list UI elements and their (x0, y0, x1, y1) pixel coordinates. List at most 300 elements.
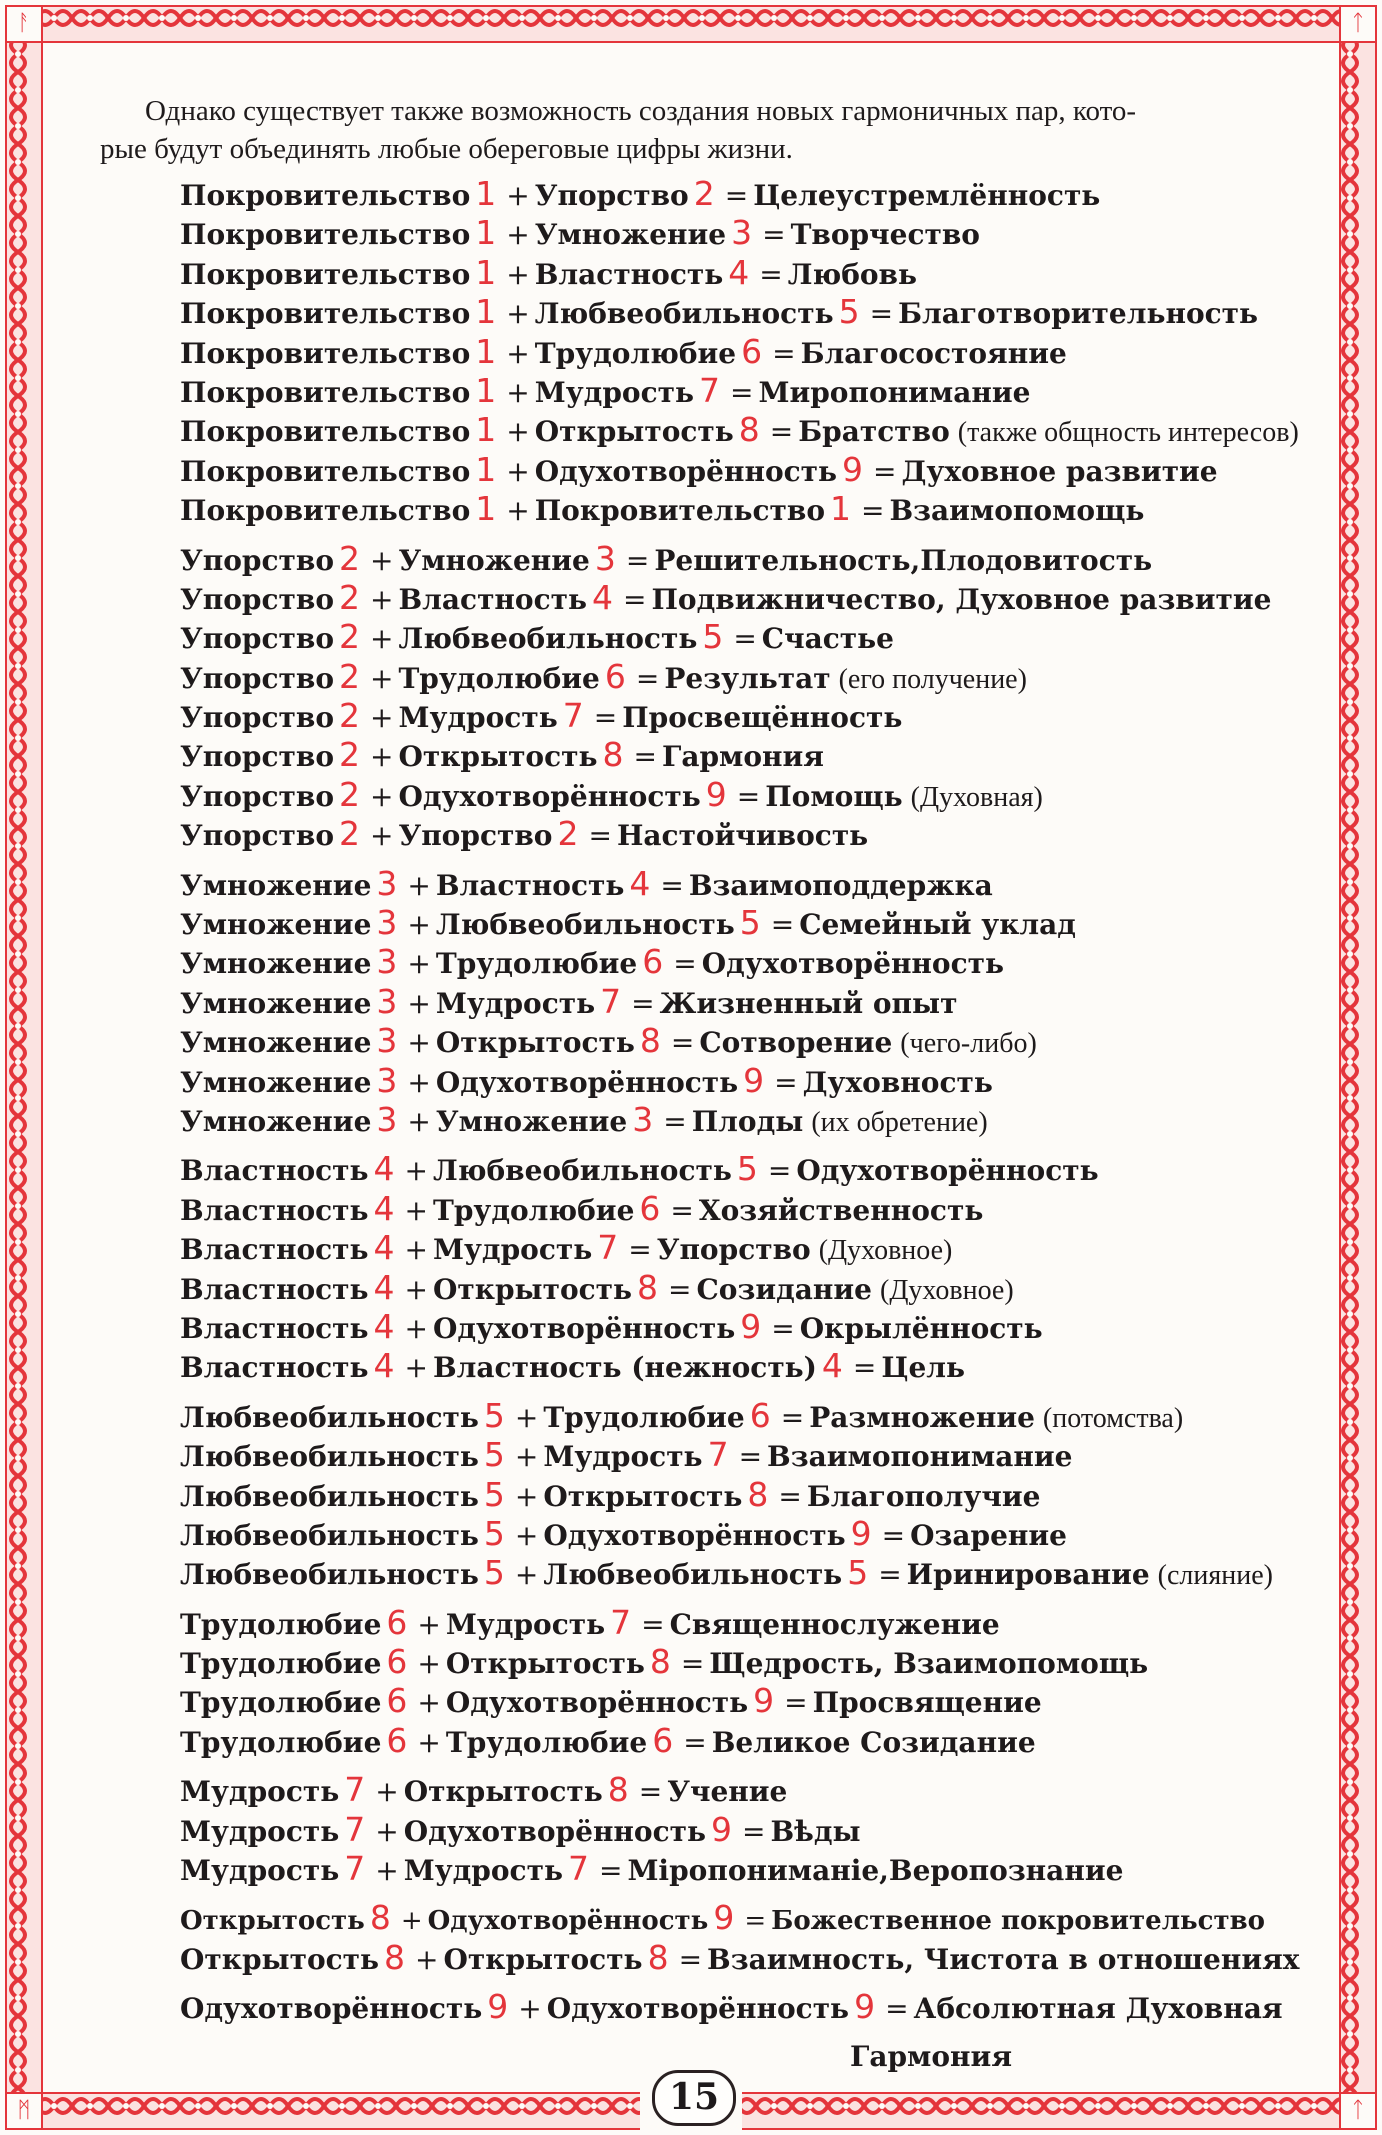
intro-line-1: Однако существует также возможность создания новых гармоничных пар, кото- (145, 95, 1137, 127)
pair-group (100, 1770, 1300, 1888)
first-word: Любвеобильность (180, 1479, 479, 1513)
second-word: Открытость (433, 1272, 633, 1306)
plus-sign: + (370, 819, 394, 853)
harmonic-pairs-list (100, 174, 1300, 2027)
result-word: Хозяйственность (698, 1193, 984, 1227)
equals-sign: = (670, 1193, 694, 1227)
first-word: Упорство (180, 661, 334, 695)
pair-row (100, 578, 1300, 617)
second-word: Властность (нежность) (433, 1351, 817, 1385)
first-number: 2 (339, 735, 360, 775)
pair-row (100, 903, 1300, 942)
plus-sign: + (415, 1942, 439, 1976)
equals-sign: = (778, 1479, 802, 1513)
pair-row (100, 371, 1300, 410)
plus-sign: + (370, 701, 394, 735)
pair-row (100, 657, 1300, 696)
equals-sign: = (638, 1775, 663, 1809)
pair-row (100, 1898, 1300, 1937)
equals-sign: = (852, 1351, 877, 1385)
first-number: 3 (376, 1060, 398, 1100)
pair-group (100, 1603, 1300, 1761)
second-number: 9 (705, 774, 727, 814)
result-note: (Духовная) (910, 781, 1043, 813)
plus-sign: + (417, 1725, 441, 1759)
second-number: 5 (847, 1553, 869, 1593)
plus-sign: + (370, 543, 394, 577)
second-number: 9 (850, 1513, 872, 1553)
plus-sign: + (370, 661, 394, 695)
pair-row (100, 1149, 1300, 1188)
first-number: 4 (373, 1267, 395, 1307)
first-number: 4 (373, 1346, 395, 1386)
equals-sign: = (633, 740, 657, 774)
equals-sign: = (771, 1311, 795, 1345)
second-word: Мудрость (435, 986, 596, 1020)
plus-sign: + (514, 1518, 539, 1552)
pair-group (100, 1396, 1300, 1593)
second-number: 7 (567, 1849, 589, 1889)
result-word: Великое Созидание (711, 1725, 1036, 1759)
second-word: Одухотворённость (445, 1686, 749, 1720)
second-word: Открытость (443, 1942, 643, 1976)
plus-sign: + (506, 494, 530, 528)
first-number: 8 (369, 1898, 391, 1938)
first-number: 5 (483, 1395, 505, 1435)
result-note: (также общность интересов) (957, 417, 1299, 449)
equals-sign: = (774, 1065, 798, 1099)
plus-sign: + (404, 1311, 428, 1345)
first-word: Любвеобильность (180, 1440, 479, 1474)
pair-row (100, 775, 1300, 814)
result-note: (потомства) (1042, 1402, 1184, 1434)
first-word: Умножение (180, 986, 372, 1020)
result-note: (слияние) (1157, 1560, 1273, 1592)
result-word: Братство (798, 415, 950, 449)
plus-sign: + (407, 947, 431, 981)
first-word: Любвеобильность (180, 1518, 479, 1552)
second-number: 9 (711, 1809, 733, 1849)
first-number: 3 (376, 903, 398, 943)
result-note: (Духовное) (880, 1274, 1014, 1306)
pair-row (100, 1475, 1300, 1514)
result-word: Цель (881, 1351, 966, 1385)
equals-sign: = (623, 582, 647, 616)
pair-row (100, 539, 1300, 578)
plus-sign: + (407, 868, 431, 902)
result-word: Міропониманіе,Веропознание (627, 1854, 1124, 1888)
first-number: 1 (475, 174, 497, 213)
first-word: Властность (180, 1233, 369, 1267)
second-word: Открытость (398, 740, 598, 774)
result-word: Озарение (910, 1518, 1067, 1552)
pair-row (100, 450, 1300, 489)
first-word: Покровительство (180, 179, 471, 212)
result-word: Любовь (787, 257, 918, 291)
first-word: Властность (180, 1154, 369, 1188)
second-number: 5 (838, 292, 860, 332)
first-word: Упорство (180, 622, 334, 656)
plus-sign: + (407, 1065, 431, 1099)
first-number: 2 (339, 814, 360, 854)
equals-sign: = (663, 1104, 687, 1138)
second-word: Трудолюбие (433, 1193, 635, 1227)
first-number: 1 (475, 449, 497, 489)
first-number: 2 (339, 577, 360, 617)
result-word: Благосостояние (800, 336, 1067, 370)
second-word: Открытость (445, 1647, 645, 1681)
second-word: Открытость (435, 1026, 635, 1060)
result-word: Сотворение (699, 1026, 893, 1060)
second-word: Трудолюбие (445, 1725, 648, 1759)
pair-row (100, 1553, 1300, 1592)
second-word: Одухотворённость (403, 1814, 707, 1848)
equals-sign: = (635, 661, 660, 695)
first-number: 1 (475, 370, 497, 410)
second-number: 8 (738, 410, 760, 450)
equals-sign: = (625, 543, 650, 577)
first-word: Упорство (180, 582, 334, 616)
second-number: 8 (639, 1021, 661, 1061)
first-word: Умножение (180, 1065, 372, 1099)
pair-row (100, 696, 1300, 735)
second-number: 5 (739, 903, 761, 943)
plus-sign: + (506, 218, 530, 252)
equals-sign: = (861, 494, 885, 528)
equals-sign: = (736, 779, 761, 813)
pair-row (100, 1681, 1300, 1720)
pair-row (100, 982, 1300, 1021)
second-word: Властность (398, 582, 587, 616)
equals-sign: = (680, 1647, 705, 1681)
pair-row (100, 253, 1300, 292)
second-number: 6 (652, 1720, 674, 1760)
plus-sign: + (370, 622, 394, 656)
first-word: Властность (180, 1311, 369, 1345)
equals-sign: = (770, 908, 795, 942)
first-number: 5 (483, 1435, 505, 1475)
equals-sign: = (678, 1942, 703, 1976)
second-word: Одухотворённость (546, 1992, 850, 2026)
plus-sign: + (375, 1775, 399, 1809)
second-number: 8 (637, 1267, 659, 1307)
second-word: Мудрость (433, 1233, 593, 1267)
equals-sign: = (729, 375, 754, 409)
pair-row (100, 1396, 1300, 1435)
second-word: Одухотворённость (543, 1518, 846, 1552)
plus-sign: + (417, 1686, 441, 1720)
second-word: Открытость (534, 415, 734, 449)
result-word: Благотворительность (898, 297, 1259, 331)
result-word: Счастье (761, 622, 894, 656)
second-word: Любвеобильность (398, 622, 698, 656)
second-word: Упорство (398, 819, 553, 853)
equals-sign: = (631, 986, 655, 1020)
second-number: 8 (602, 735, 624, 775)
pair-row (100, 735, 1300, 774)
pair-row (100, 617, 1300, 656)
first-number: 6 (386, 1602, 408, 1642)
equals-sign: = (772, 336, 796, 370)
first-number: 2 (339, 696, 360, 736)
second-number: 4 (592, 577, 613, 617)
result-word: Миропонимание (758, 375, 1031, 409)
first-word: Умножение (180, 1026, 372, 1060)
plus-sign: + (407, 986, 431, 1020)
result-word: Решительность,Плодовитость (654, 543, 1153, 577)
equals-sign: = (759, 257, 783, 291)
pair-row (100, 1642, 1300, 1681)
plus-sign: + (518, 1992, 542, 2026)
pair-row (100, 1849, 1300, 1888)
plus-sign: + (514, 1440, 539, 1474)
plus-sign: + (375, 1814, 399, 1848)
first-number: 2 (339, 538, 360, 578)
plus-sign: + (404, 1233, 428, 1267)
equals-sign: = (878, 1558, 902, 1592)
plus-sign: + (506, 375, 530, 409)
pair-row (100, 1346, 1300, 1385)
plus-sign: + (506, 297, 530, 331)
first-word: Мудрость (180, 1854, 340, 1888)
equals-sign: = (628, 1233, 652, 1267)
first-word: Трудолюбие (180, 1647, 382, 1681)
second-word: Мудрость (445, 1607, 606, 1641)
first-word: Мудрость (180, 1814, 340, 1848)
first-number: 2 (339, 774, 360, 814)
final-line-continuation: Гармония (850, 2039, 1012, 2073)
pair-row (100, 1189, 1300, 1228)
pair-row (100, 864, 1300, 903)
equals-sign: = (683, 1725, 707, 1759)
first-number: 4 (373, 1188, 395, 1228)
second-number: 7 (562, 696, 584, 736)
first-word: Покровительство (180, 257, 471, 291)
result-word: Настойчивость (616, 819, 869, 853)
first-number: 1 (475, 252, 497, 292)
second-number: 6 (604, 656, 626, 696)
equals-sign: = (762, 218, 786, 252)
pair-row (100, 1603, 1300, 1642)
first-number: 1 (475, 489, 497, 529)
pair-row (100, 489, 1300, 528)
first-number: 5 (483, 1553, 505, 1593)
first-number: 4 (373, 1228, 395, 1268)
intro-paragraph (100, 92, 1300, 168)
first-number: 9 (487, 1987, 509, 2027)
first-number: 6 (386, 1681, 408, 1721)
plus-sign: + (506, 336, 530, 370)
equals-sign: = (873, 454, 897, 488)
pair-row (100, 1268, 1300, 1307)
pair-group (100, 864, 1300, 1140)
second-number: 2 (693, 174, 715, 213)
corner-rune-top-left: ᚨ (17, 11, 31, 36)
equals-sign: = (738, 1440, 763, 1474)
result-word: Гармония (661, 740, 824, 774)
first-number: 7 (344, 1809, 366, 1849)
plus-sign: + (506, 257, 530, 291)
equals-sign: = (670, 1026, 695, 1060)
result-word: Учение (667, 1775, 788, 1809)
equals-sign: = (668, 1272, 692, 1306)
corner-rune-bottom-left: ᛗ (17, 2098, 31, 2123)
first-number: 4 (373, 1149, 395, 1189)
result-word: Благополучие (806, 1479, 1041, 1513)
first-number: 6 (386, 1642, 408, 1682)
equals-sign: = (769, 415, 794, 449)
second-word: Упорство (534, 179, 689, 212)
pair-row (100, 814, 1300, 853)
first-word: Трудолюбие (180, 1607, 382, 1641)
second-number: 9 (753, 1681, 775, 1721)
plus-sign: + (370, 779, 394, 813)
first-word: Упорство (180, 779, 334, 813)
second-number: 9 (854, 1987, 876, 2027)
pair-row (100, 174, 1300, 213)
result-word: Упорство (656, 1233, 811, 1267)
first-word: Покровительство (180, 494, 471, 528)
plus-sign: + (417, 1607, 441, 1641)
plus-sign: + (404, 1351, 428, 1385)
plus-sign: + (404, 1154, 428, 1188)
first-word: Трудолюбие (180, 1686, 382, 1720)
result-word: Взаимность, Чистота в отношениях (707, 1942, 1300, 1976)
result-word: Просвещённость (622, 701, 903, 735)
second-number: 6 (741, 331, 763, 371)
first-number: 5 (483, 1474, 505, 1514)
first-word: Покровительство (180, 336, 471, 370)
second-number: 4 (821, 1346, 843, 1386)
page-number: 15 (652, 2070, 736, 2126)
first-word: Упорство (180, 740, 334, 774)
result-word: Творчество (790, 218, 980, 252)
second-word: Трудолюбие (534, 336, 737, 370)
pair-row (100, 1810, 1300, 1849)
result-word: Размножение (809, 1400, 1035, 1434)
first-number: 2 (339, 656, 360, 696)
corner-rune-top-right: ᛏ (1351, 11, 1365, 36)
result-word: Плоды (691, 1104, 804, 1138)
pair-row (100, 1514, 1300, 1553)
equals-sign: = (742, 1814, 766, 1848)
plus-sign: + (514, 1479, 539, 1513)
result-note: (Духовное) (818, 1235, 953, 1267)
first-word: Покровительство (180, 297, 471, 331)
result-word: Одухотворённость (796, 1154, 1099, 1188)
equals-sign: = (784, 1686, 808, 1720)
second-number: 2 (557, 814, 579, 854)
second-number: 7 (698, 370, 720, 410)
first-word: Упорство (180, 701, 334, 735)
second-number: 8 (647, 1937, 669, 1977)
second-number: 8 (607, 1770, 629, 1810)
first-number: 6 (386, 1720, 408, 1760)
second-number: 4 (629, 863, 651, 903)
pair-row (100, 1061, 1300, 1100)
second-word: Властность (534, 257, 724, 291)
second-number: 5 (736, 1149, 758, 1189)
first-word: Умножение (180, 908, 372, 942)
second-word: Любвеобильность (543, 1558, 843, 1592)
result-word: Духовность (802, 1065, 993, 1099)
result-word: Окрылённость (799, 1311, 1043, 1345)
second-word: Одухотворённость (433, 1311, 736, 1345)
equals-sign: = (885, 1992, 909, 2026)
first-word: Властность (180, 1351, 369, 1385)
result-note: (его получение) (838, 663, 1027, 695)
pair-row (100, 1021, 1300, 1060)
plus-sign: + (370, 582, 394, 616)
plus-sign: + (370, 740, 394, 774)
equals-sign: = (588, 819, 612, 853)
result-note: (чего-либо) (900, 1028, 1037, 1060)
first-number: 7 (344, 1770, 366, 1810)
plus-sign: + (506, 179, 530, 212)
result-word: Одухотворённость (701, 947, 1005, 981)
second-number: 3 (594, 538, 616, 578)
equals-sign: = (598, 1854, 623, 1888)
plus-sign: + (407, 908, 431, 942)
second-word: Умножение (435, 1104, 628, 1138)
pair-row (100, 213, 1300, 252)
first-word: Упорство (180, 819, 334, 853)
second-word: Одухотворённость (398, 779, 701, 813)
first-word: Покровительство (180, 415, 471, 449)
plus-sign: + (404, 1272, 428, 1306)
first-word: Покровительство (180, 375, 471, 409)
second-number: 8 (747, 1474, 769, 1514)
second-word: Любвеобильность (534, 297, 834, 331)
plus-sign: + (407, 1026, 431, 1060)
second-word: Властность (435, 868, 625, 902)
equals-sign: = (724, 179, 749, 212)
first-number: 2 (339, 617, 360, 657)
result-word: Семейный уклад (799, 908, 1076, 942)
main-content (100, 92, 1300, 2076)
second-number: 9 (842, 449, 864, 489)
second-number: 7 (600, 981, 622, 1021)
equals-sign: = (733, 622, 757, 656)
plus-sign: + (400, 1906, 423, 1937)
equals-sign: = (767, 1154, 792, 1188)
equals-sign: = (744, 1906, 767, 1937)
pair-row (100, 1770, 1300, 1809)
first-word: Умножение (180, 868, 372, 902)
result-word: Результат (664, 661, 831, 695)
first-number: 3 (376, 942, 398, 982)
pair-row (100, 1721, 1300, 1760)
plus-sign: + (506, 454, 530, 488)
first-number: 8 (384, 1937, 406, 1977)
second-word: Любвеобильность (435, 908, 735, 942)
result-word: Созидание (696, 1272, 872, 1306)
second-word: Открытость (543, 1479, 743, 1513)
pair-group (100, 174, 1300, 529)
pair-group (100, 539, 1300, 854)
pair-row (100, 332, 1300, 371)
first-number: 1 (475, 292, 497, 332)
result-word: Жизненный опыт (659, 986, 958, 1020)
second-number: 6 (749, 1395, 771, 1435)
result-word: Помощь (765, 779, 903, 813)
second-word: Трудолюбие (435, 947, 638, 981)
second-word: Мудрость (398, 701, 558, 735)
second-number: 5 (702, 617, 724, 657)
second-number: 3 (632, 1099, 654, 1139)
intro-line-2: рые будут объединять любые обереговые цифры жизни. (100, 133, 793, 165)
result-word: Божественное покровительство (771, 1906, 1266, 1937)
